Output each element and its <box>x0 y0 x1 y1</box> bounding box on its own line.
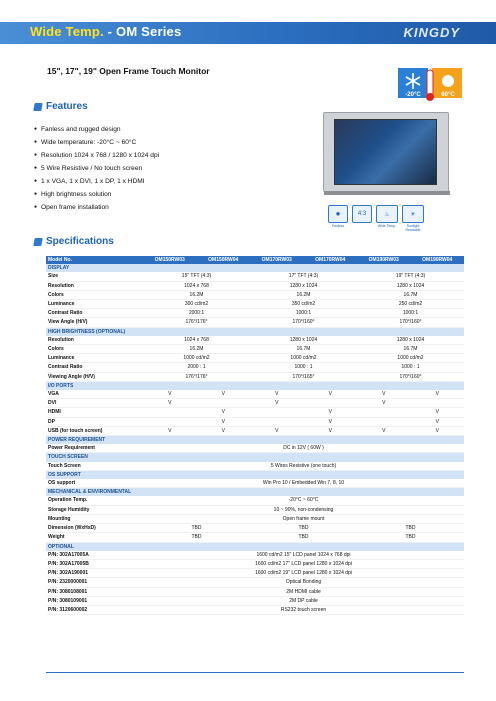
high-temp-label: 60°C <box>441 92 455 98</box>
table-cell: 2M HDMI cable <box>143 587 464 596</box>
section-row <box>46 488 464 497</box>
product-photo <box>323 112 449 192</box>
table-cell: 1600 cd/m2 19" LCD panel 1280 x 1024 dpi <box>143 569 464 578</box>
table-row <box>46 272 464 281</box>
table-cell: 1000 : 1 <box>250 363 357 372</box>
table-row <box>46 505 464 514</box>
feature-icon-labels <box>328 224 424 232</box>
table-cell: 300 cd/m2 <box>143 300 250 309</box>
row-label: HDMI <box>46 408 143 417</box>
row-label: Weight <box>46 533 143 542</box>
row-label: Mounting <box>46 514 143 523</box>
row-label: Power Requirement <box>46 444 143 453</box>
row-label: Dimension (WxHxD) <box>46 524 143 533</box>
section-row <box>46 264 464 272</box>
column-header-om190rw03: OM190RW03 <box>357 256 411 264</box>
row-label: Resolution <box>46 336 143 345</box>
row-label: DP <box>46 417 143 426</box>
table-cell: V <box>143 426 197 435</box>
row-label: P/N: 3120600002 <box>46 605 143 614</box>
table-row <box>46 318 464 327</box>
table-cell <box>197 399 251 408</box>
temperature-badge <box>398 68 462 104</box>
section-row <box>46 381 464 390</box>
aspect-ratio-icon: 4:3 <box>352 205 372 223</box>
table-cell: V <box>357 426 411 435</box>
column-header-model: Model No. <box>46 256 143 264</box>
section-marker-icon <box>33 103 42 111</box>
table-cell <box>143 417 197 426</box>
table-cell: 1000:1 <box>357 309 464 318</box>
table-cell: 1000 cd/m2 <box>143 354 250 363</box>
table-cell: TBD <box>250 524 357 533</box>
feature-item: ● Resolution 1024 x 768 / 1280 x 1024 dpi <box>34 149 159 162</box>
features-heading-text: Features <box>46 101 88 112</box>
row-label: P/N: 302A17005B <box>46 559 143 568</box>
table-row <box>46 354 464 363</box>
sunlight-label: Sunlight Readable <box>405 224 421 232</box>
section-marker-icon <box>33 238 42 246</box>
feature-item: ● Open frame installation <box>34 201 159 214</box>
table-cell: 2000 : 1 <box>143 363 250 372</box>
section-row <box>46 470 464 479</box>
table-row <box>46 559 464 568</box>
table-cell: 1600 cd/m2 17" LCD panel 1280 x 1024 dpi <box>143 559 464 568</box>
row-label: Contrast Ratio <box>46 363 143 372</box>
table-cell: 16.2M <box>250 290 357 299</box>
table-cell: V <box>411 417 465 426</box>
table-cell: V <box>197 426 251 435</box>
table-cell <box>357 417 411 426</box>
section-title: I/O PORTS <box>46 381 464 390</box>
table-cell: V <box>357 399 411 408</box>
table-cell: 176°/176° <box>143 372 250 381</box>
specifications-heading <box>34 236 114 247</box>
feature-item: ● Wide temperature: -20°C ~ 60°C <box>34 136 159 149</box>
specifications-heading-text: Specifications <box>46 236 114 247</box>
table-cell <box>250 417 304 426</box>
sunlight-icon: ☀ <box>402 205 424 223</box>
section-row <box>46 436 464 445</box>
table-cell: 16.7M <box>357 345 464 354</box>
table-cell: TBD <box>143 524 250 533</box>
title-series: - OM Series <box>103 24 182 39</box>
row-label: P/N: 3080108001 <box>46 587 143 596</box>
table-row <box>46 372 464 381</box>
table-row <box>46 514 464 523</box>
footer-rule <box>46 672 464 673</box>
thermometer-icon <box>427 70 433 96</box>
column-header-om170rw04: OM170RW04 <box>304 256 358 264</box>
table-cell: V <box>411 408 465 417</box>
table-cell <box>357 408 411 417</box>
section-row <box>46 453 464 462</box>
table-row <box>46 533 464 542</box>
feature-icons <box>328 205 424 223</box>
section-title: TOUCH SCREEN <box>46 453 464 462</box>
row-label: View Angle (H/V) <box>46 318 143 327</box>
row-label: OS support <box>46 479 143 488</box>
table-cell: 2000:1 <box>143 309 250 318</box>
table-cell: Open frame mount <box>143 514 464 523</box>
table-cell: 10 ~ 90%, non-condensing <box>143 505 464 514</box>
table-cell: 17" TFT (4:3) <box>250 272 357 281</box>
monitor-screen <box>334 119 437 185</box>
table-cell <box>250 408 304 417</box>
table-cell: 15" TFT (4:3) <box>143 272 250 281</box>
section-title: HIGH BRIGHTNESS (OPTIONAL) <box>46 327 464 336</box>
wide-temp-label: Wide Temp. <box>377 224 397 228</box>
column-header-om170rw03: OM170RW03 <box>250 256 304 264</box>
row-label: Colors <box>46 345 143 354</box>
fan-icon: ✹ <box>328 205 348 223</box>
table-cell: 1280 x 1024 <box>357 336 464 345</box>
low-temp-label: -20°C <box>405 92 421 98</box>
aspect-label-spacer <box>352 224 372 232</box>
row-label: P/N: 302A17005A <box>46 551 143 560</box>
section-row <box>46 327 464 336</box>
row-label: Contrast Ratio <box>46 309 143 318</box>
table-row <box>46 479 464 488</box>
features-heading <box>34 101 88 112</box>
table-cell <box>411 399 465 408</box>
table-row <box>46 336 464 345</box>
table-cell: 1000 cd/m2 <box>250 354 357 363</box>
table-cell: 176°/176° <box>143 318 250 327</box>
table-cell: TBD <box>143 533 250 542</box>
fanless-label: Fanless <box>331 224 345 228</box>
product-subtitle: 15", 17", 19" Open Frame Touch Monitor <box>47 66 210 76</box>
table-row <box>46 408 464 417</box>
table-cell: Optical Bonding <box>143 578 464 587</box>
table-cell: V <box>250 426 304 435</box>
table-cell: 1600 cd/m2 15" LCD panel 1024 x 768 dpi <box>143 551 464 560</box>
table-cell: V <box>197 417 251 426</box>
table-cell: 1280 x 1024 <box>250 336 357 345</box>
table-row <box>46 390 464 399</box>
table-cell: 170°/165° <box>250 372 357 381</box>
table-cell: 1000:1 <box>250 309 357 318</box>
table-cell: TBD <box>357 524 464 533</box>
features-list <box>34 123 159 214</box>
table-row <box>46 605 464 614</box>
thermometer-bulb <box>426 93 434 101</box>
column-header-om150rw04: OM150RW04 <box>197 256 251 264</box>
table-row <box>46 290 464 299</box>
table-row <box>46 578 464 587</box>
table-cell: TBD <box>250 533 357 542</box>
wide-temp-icon: ♨ <box>376 205 398 223</box>
table-cell: V <box>357 390 411 399</box>
section-title: OPTIONAL <box>46 542 464 551</box>
table-cell: V <box>250 399 304 408</box>
row-label: Operation Temp. <box>46 496 143 505</box>
table-row <box>46 399 464 408</box>
table-cell: RS232 touch screen <box>143 605 464 614</box>
row-label: Size <box>46 272 143 281</box>
table-cell: V <box>197 408 251 417</box>
table-cell: 350 cd/m2 <box>250 300 357 309</box>
table-row <box>46 281 464 290</box>
section-title: DISPLAY <box>46 264 464 272</box>
table-cell: V <box>143 390 197 399</box>
row-label: Luminance <box>46 354 143 363</box>
table-row <box>46 462 464 471</box>
row-label: P/N: 302A190001 <box>46 569 143 578</box>
row-label: Storage Humidity <box>46 505 143 514</box>
table-cell: 5 Wires Resistive (one touch) <box>143 462 464 471</box>
table-row <box>46 426 464 435</box>
table-row <box>46 596 464 605</box>
section-title: OS SUPPORT <box>46 470 464 479</box>
table-cell: V <box>304 408 358 417</box>
feature-item: ● High brightness solution <box>34 188 159 201</box>
title-wide-temp: Wide Temp. <box>30 24 104 39</box>
section-title: MECHANICAL & ENVIRONMENTAL <box>46 488 464 497</box>
table-cell: -20°C ~ 60°C <box>143 496 464 505</box>
table-cell: 250 cd/m2 <box>357 300 464 309</box>
table-cell: 16.2M <box>143 290 250 299</box>
table-cell: V <box>304 390 358 399</box>
table-cell: 1024 x 768 <box>143 336 250 345</box>
table-cell: 2M DP cable <box>143 596 464 605</box>
feature-item: ● Fanless and rugged design <box>34 123 159 136</box>
row-label: Colors <box>46 290 143 299</box>
section-title: POWER REQUIREMENT <box>46 436 464 445</box>
table-cell: 16.7M <box>357 290 464 299</box>
table-cell: V <box>304 426 358 435</box>
column-header-om150rw03: OM150RW03 <box>143 256 197 264</box>
table-cell: TBD <box>357 533 464 542</box>
row-label: VGA <box>46 390 143 399</box>
table-cell: 16.2M <box>143 345 250 354</box>
specifications-table <box>46 256 464 615</box>
table-row <box>46 569 464 578</box>
row-label: Viewing Angle (H/V) <box>46 372 143 381</box>
table-row <box>46 587 464 596</box>
table-cell: 1280 x 1024 <box>357 281 464 290</box>
table-cell: V <box>250 390 304 399</box>
table-cell: 1000 : 1 <box>357 363 464 372</box>
feature-item: ● 1 x VGA, 1 x DVI, 1 x DP, 1 x HDMI <box>34 175 159 188</box>
brand-logo: KINGDY <box>403 25 460 40</box>
table-cell: V <box>411 390 465 399</box>
table-row <box>46 524 464 533</box>
table-cell: 170°/160° <box>357 372 464 381</box>
header-banner <box>0 22 496 44</box>
table-cell <box>304 399 358 408</box>
table-cell <box>143 408 197 417</box>
table-cell: 16.7M <box>250 345 357 354</box>
row-label: P/N: 3080109001 <box>46 596 143 605</box>
table-cell: V <box>197 390 251 399</box>
section-row <box>46 542 464 551</box>
feature-item: ● 5 Wire Resistive / No touch screen <box>34 162 159 175</box>
column-header-om190rw04: OM190RW04 <box>411 256 465 264</box>
row-label: Luminance <box>46 300 143 309</box>
table-row <box>46 363 464 372</box>
row-label: Touch Screen <box>46 462 143 471</box>
table-row <box>46 551 464 560</box>
table-cell: Win Pro 10 / Embedded Win 7, 8, 10 <box>143 479 464 488</box>
row-label: P/N: 2320000001 <box>46 578 143 587</box>
sun-icon <box>442 75 454 87</box>
table-cell: 1000 cd/m2 <box>357 354 464 363</box>
row-label: DVI <box>46 399 143 408</box>
table-row <box>46 309 464 318</box>
table-cell: V <box>304 417 358 426</box>
table-row <box>46 496 464 505</box>
row-label: Resolution <box>46 281 143 290</box>
table-cell: 170°/160° <box>250 318 357 327</box>
table-cell: 170°/160° <box>357 318 464 327</box>
table-cell: V <box>411 426 465 435</box>
table-row <box>46 417 464 426</box>
row-label: USB (for touch screen) <box>46 426 143 435</box>
table-cell: 1024 x 768 <box>143 281 250 290</box>
monitor-bezel-strip <box>324 191 450 195</box>
table-cell: 1280 x 1024 <box>250 281 357 290</box>
table-row <box>46 345 464 354</box>
table-cell: DC in 12V ( 60W ) <box>143 444 464 453</box>
table-row <box>46 300 464 309</box>
table-row <box>46 444 464 453</box>
table-cell: 19" TFT (4:3) <box>357 272 464 281</box>
series-title <box>30 24 181 39</box>
table-cell: V <box>143 399 197 408</box>
table-header-row <box>46 256 464 264</box>
